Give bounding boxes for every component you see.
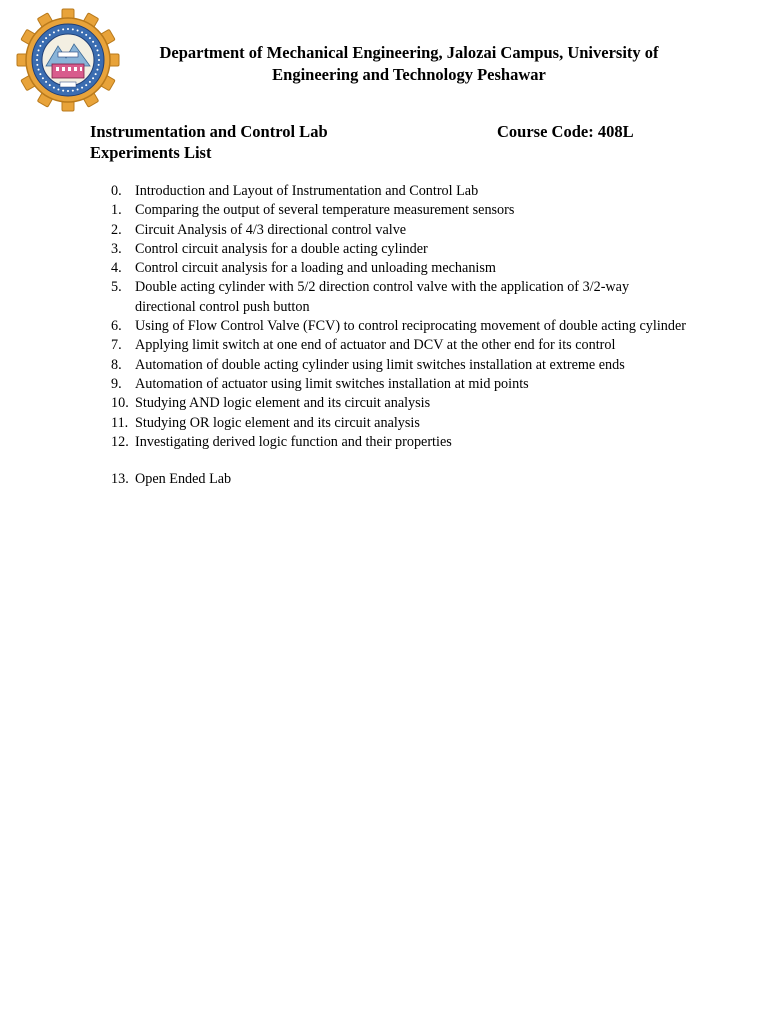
item-number: 10. (111, 395, 129, 412)
department-title: Department of Mechanical Engineering, Jalozai Campus, University of Engineering and Technology Peshawar (159, 43, 659, 84)
item-text: Automation of double acting cylinder using limit switches installation at extreme ends (135, 356, 625, 373)
list-item (90, 433, 690, 452)
item-number: 1. (111, 202, 122, 219)
list-item (90, 201, 690, 220)
item-number: 5. (111, 279, 122, 296)
item-text: Using of Flow Control Valve (FCV) to control reciprocating movement of double acting cylinder (135, 318, 686, 335)
item-number: 6. (111, 318, 122, 335)
item-number: 0. (111, 183, 122, 199)
list-item (90, 317, 690, 336)
item-number: 12. (111, 433, 129, 450)
item-text: Investigating derived logic function and their properties (135, 433, 452, 450)
list-item (90, 182, 690, 201)
list-item (90, 259, 690, 278)
item-text: Studying OR logic element and its circuit analysis (135, 414, 420, 431)
list-item (90, 470, 690, 489)
list-item (90, 375, 690, 394)
item-text: Introduction and Layout of Instrumentation and Control Lab (135, 183, 479, 199)
item-text: Studying AND logic element and its circuit analysis (135, 395, 431, 412)
course-line (90, 121, 650, 143)
item-text: Double acting cylinder with 5/2 direction control valve with the application of 3/2-way directional control push button (135, 279, 630, 315)
item-number: 9. (111, 375, 122, 392)
item-text: Control circuit analysis for a double acting cylinder (135, 240, 428, 257)
list-item (90, 278, 690, 317)
experiments-list (90, 182, 690, 489)
university-logo (16, 8, 120, 112)
item-number: 8. (111, 356, 122, 373)
experiments-list-title: Experiments List (90, 143, 212, 162)
item-text: Automation of actuator using limit switches installation at mid points (135, 375, 529, 392)
item-number: 13. (111, 471, 129, 488)
course-code: Course Code: 408L (497, 122, 634, 141)
list-item (90, 394, 690, 413)
course-name: Instrumentation and Control Lab (90, 122, 328, 141)
item-number: 4. (111, 260, 122, 277)
item-text: Applying limit switch at one end of actuator and DCV at the other end for its control (135, 337, 616, 354)
item-number: 11. (111, 414, 129, 431)
list-item (90, 414, 690, 433)
list-item (90, 221, 690, 240)
list-item (90, 356, 690, 375)
item-number: 3. (111, 240, 122, 257)
item-number: 2. (111, 221, 122, 238)
item-text: Open Ended Lab (135, 471, 232, 488)
list-item (90, 240, 690, 259)
item-number: 7. (111, 337, 122, 354)
item-text: Circuit Analysis of 4/3 directional control valve (135, 221, 407, 238)
list-item (90, 336, 690, 355)
item-text: Comparing the output of several temperature measurement sensors (135, 202, 515, 219)
item-text: Control circuit analysis for a loading and unloading mechanism (135, 260, 496, 277)
